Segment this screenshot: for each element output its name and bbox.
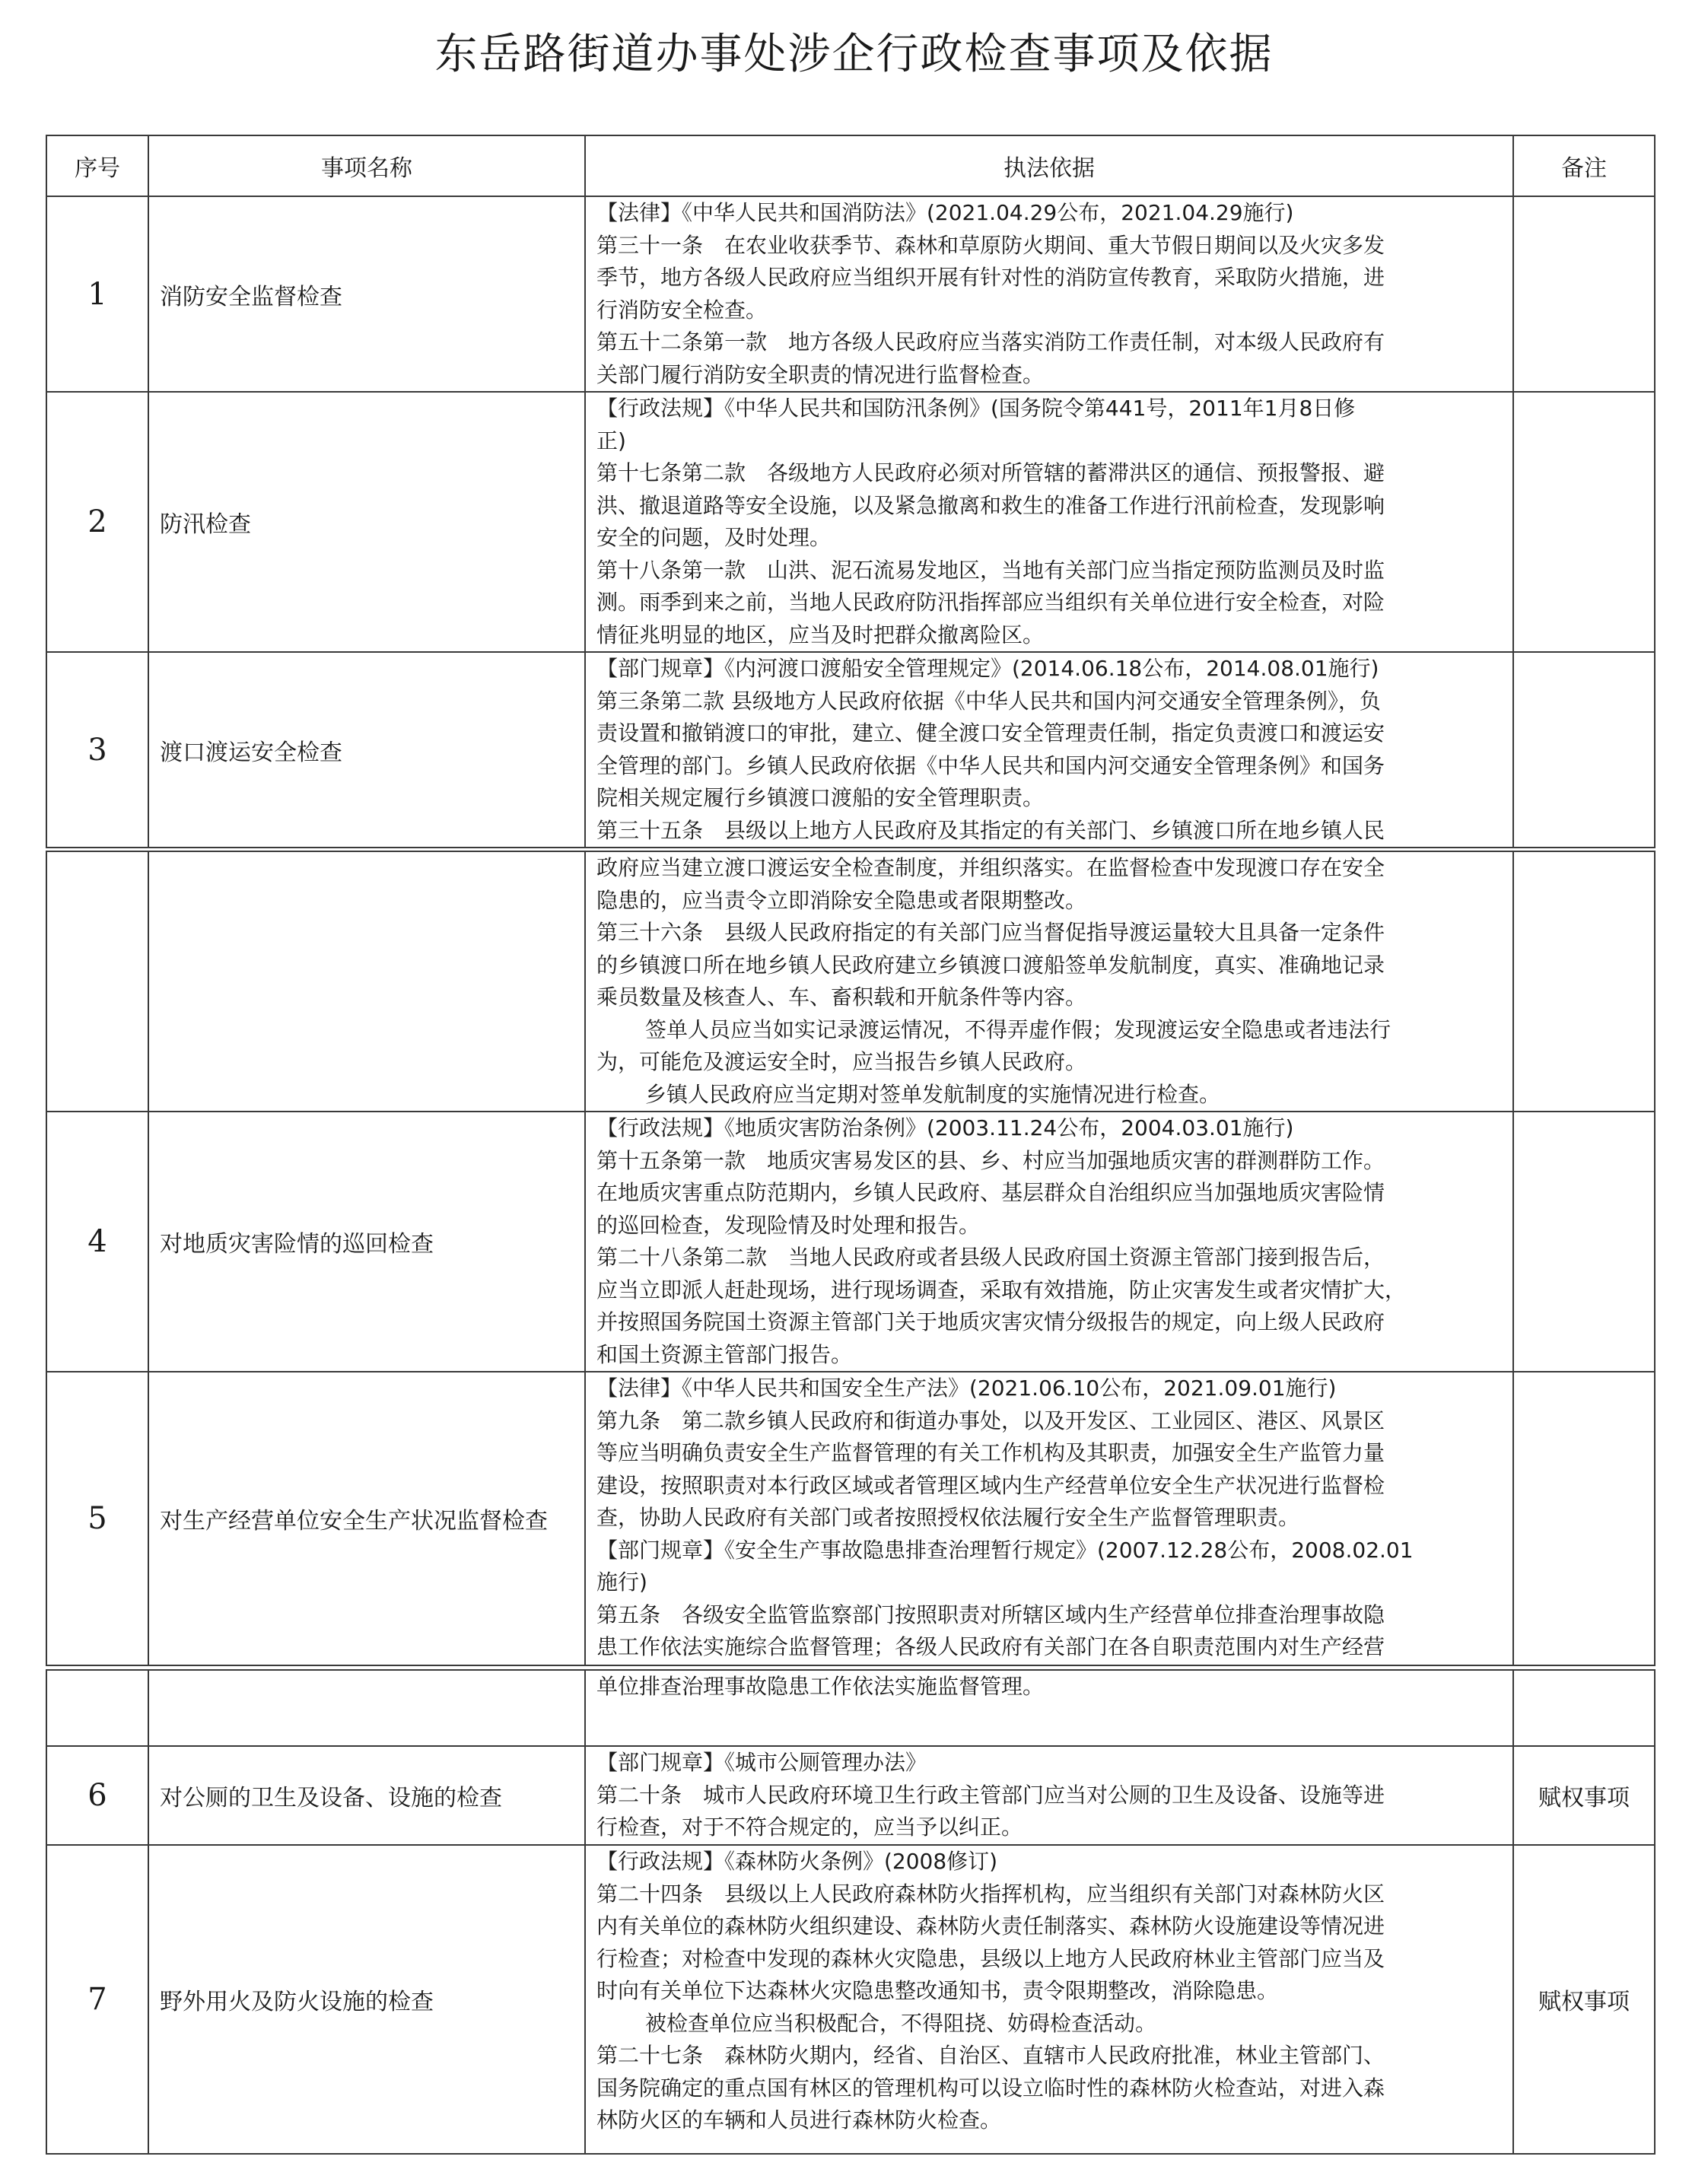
basis-line: 【行政法规】《中华人民共和国防汛条例》(国务院令第441号，2011年1月8日修: [596, 396, 1356, 421]
table-row: [46, 1112, 1655, 1372]
basis-line: 应当立即派人赶赴现场，进行现场调查，采取有效措施，防止灾害发生或者灾情扩大，: [596, 1277, 1407, 1302]
table-row: [46, 652, 1655, 848]
row-name: 防汛检查: [148, 392, 585, 652]
basis-line: 隐患的，应当责令立即消除安全隐患或者限期整改。: [596, 887, 1087, 913]
basis-line: 查，协助人民政府有关部门或者按照授权依法履行安全生产监督管理职责。: [596, 1505, 1300, 1530]
basis-line: 第三十五条 县级以上地方人民政府及其指定的有关部门、乡镇渡口所在地乡镇人民: [596, 817, 1385, 843]
basis-line: 被检查单位应当积极配合，不得阻挠、妨碍检查活动。: [645, 2010, 1157, 2036]
inspection-table: [46, 1669, 1656, 2155]
basis-line: 第十五条第一款 地质灾害易发区的县、乡、村应当加强地质灾害的群测群防工作。: [596, 1147, 1385, 1173]
basis-line: 施行): [596, 1570, 647, 1595]
basis-line: 林防火区的车辆和人员进行森林防火检查。: [596, 2107, 1002, 2133]
row-no: 5: [46, 1372, 148, 1665]
header-note: 备注: [1513, 135, 1655, 196]
row-note: [1513, 1112, 1655, 1372]
basis-line: 行消防安全检查。: [596, 297, 768, 323]
basis-line: 【部门规章】《内河渡口渡船安全管理规定》(2014.06.18公布，2014.08.01施行): [596, 656, 1379, 681]
table-row: [46, 392, 1655, 652]
row-name: 对地质灾害险情的巡回检查: [148, 1112, 585, 1372]
basis-line: 第十八条第一款 山洪、泥石流易发地区，当地有关部门应当指定预防监测员及时监: [596, 557, 1385, 583]
table-row: [46, 1746, 1655, 1845]
basis-line: 【部门规章】《城市公厕管理办法》: [596, 1750, 927, 1775]
table-row: [46, 1845, 1655, 2154]
row-basis: [585, 1112, 1513, 1372]
basis-line: 情征兆明显的地区，应当及时把群众撤离险区。: [596, 622, 1045, 647]
table-header-row: [46, 135, 1655, 196]
basis-line: 和国土资源主管部门报告。: [596, 1341, 853, 1367]
basis-line: 【部门规章】《安全生产事故隐患排查治理暂行规定》(2007.12.28公布，2008.02.01: [596, 1537, 1414, 1563]
basis-line: 测。雨季到来之前，当地人民政府防汛指挥部应当组织有关单位进行安全检查，对险: [596, 590, 1385, 615]
row-name: 野外用火及防火设施的检查: [148, 1845, 585, 2154]
basis-line: 第九条 第二款乡镇人民政府和街道办事处，以及开发区、工业园区、港区、风景区: [596, 1407, 1385, 1433]
row-name: 对生产经营单位安全生产状况监督检查: [148, 1372, 585, 1665]
row-name: 对公厕的卫生及设备、设施的检查: [148, 1746, 585, 1845]
basis-line: 国务院确定的重点国有林区的管理机构可以设立临时性的森林防火检查站，对进入森: [596, 2075, 1385, 2101]
row-basis: [585, 1845, 1513, 2154]
header-name: 事项名称: [148, 135, 585, 196]
basis-line: 并按照国务院国土资源主管部门关于地质灾害灾情分级报告的规定，向上级人民政府: [596, 1309, 1385, 1334]
basis-line: 第五条 各级安全监管监察部门按照职责对所辖区域内生产经营单位排查治理事故隐: [596, 1601, 1385, 1627]
basis-line: 第三十六条 县级人民政府指定的有关部门应当督促指导渡运量较大且具备一定条件: [596, 920, 1385, 945]
basis-line: 洪、撤退道路等安全设施，以及紧急撤离和救生的准备工作进行汛前检查，发现影响: [596, 492, 1385, 518]
basis-line: 乡镇人民政府应当定期对签单发航制度的实施情况进行检查。: [645, 1081, 1221, 1107]
row-note: [1513, 652, 1655, 848]
row-no: 6: [46, 1746, 148, 1845]
row-basis: [585, 1670, 1513, 1746]
basis-line: 行检查，对于不符合规定的，应当予以纠正。: [596, 1815, 1023, 1840]
row-name-empty: [148, 1670, 585, 1746]
row-no-empty: [46, 1670, 148, 1746]
row-name: 渡口渡运安全检查: [148, 652, 585, 848]
row-basis: [585, 392, 1513, 652]
basis-line: 第二十条 城市人民政府环境卫生行政主管部门应当对公厕的卫生及设备、设施等进: [596, 1782, 1385, 1808]
basis-line: 时向有关单位下达森林火灾隐患整改通知书，责令限期整改，消除隐患。: [596, 1978, 1279, 2003]
basis-line: 内有关单位的森林防火组织建设、森林防火责任制落实、森林防火设施建设等情况进: [596, 1913, 1385, 1939]
table-segment-2: [46, 851, 1654, 1665]
row-no: 1: [46, 196, 148, 392]
basis-line: 行检查；对检查中发现的森林火灾隐患，县级以上地方人民政府林业主管部门应当及: [596, 1945, 1385, 1971]
basis-line: 第十七条第二款 各级地方人民政府必须对所管辖的蓄滞洪区的通信、预报警报、避: [596, 460, 1385, 485]
basis-line: 正): [596, 428, 626, 453]
basis-line: 乘员数量及核查人、车、畜积载和开航条件等内容。: [596, 984, 1087, 1010]
basis-line: 的巡回检查，发现险情及时处理和报告。: [596, 1212, 981, 1238]
basis-line: 第三十一条 在农业收获季节、森林和草原防火期间、重大节假日期间以及火灾多发: [596, 232, 1385, 258]
basis-line: 【行政法规】《森林防火条例》(2008修订): [596, 1849, 998, 1874]
basis-line: 第三条第二款 县级地方人民政府依据《中华人民共和国内河交通安全管理条例》，负: [596, 688, 1381, 714]
row-note: [1513, 392, 1655, 652]
row-note: 赋权事项: [1513, 1845, 1655, 2154]
basis-line: 责设置和撤销渡口的审批，建立、健全渡口安全管理责任制，指定负责渡口和渡运安: [596, 720, 1385, 746]
table-row-continued: [46, 851, 1655, 1112]
basis-line: 第二十八条第二款 当地人民政府或者县级人民政府国土资源主管部门接到报告后，: [596, 1245, 1385, 1270]
basis-line: 【行政法规】《地质灾害防治条例》(2003.11.24公布，2004.03.01施行): [596, 1115, 1294, 1140]
basis-line: 政府应当建立渡口渡运安全检查制度，并组织落实。在监督检查中发现渡口存在安全: [596, 855, 1385, 880]
row-no: 7: [46, 1845, 148, 2154]
row-note-empty: [1513, 1670, 1655, 1746]
basis-line: 全管理的部门。乡镇人民政府依据《中华人民共和国内河交通安全管理条例》和国务: [596, 752, 1385, 778]
basis-line: 关部门履行消防安全职责的情况进行监督检查。: [596, 361, 1045, 387]
row-name: 消防安全监督检查: [148, 196, 585, 392]
basis-line: 第二十四条 县级以上人民政府森林防火指挥机构，应当组织有关部门对森林防火区: [596, 1881, 1385, 1907]
basis-line: 等应当明确负责安全生产监督管理的有关工作机构及其职责，加强安全生产监管力量: [596, 1440, 1385, 1465]
page-title: 东岳路街道办事处涉企行政检查事项及依据: [434, 30, 1274, 79]
row-note-empty: [1513, 851, 1655, 1112]
basis-line: 【法律】《中华人民共和国安全生产法》(2021.06.10公布，2021.09.01施行): [596, 1376, 1337, 1401]
table-row: [46, 1372, 1655, 1665]
table-segment-3: [46, 1669, 1654, 2154]
inspection-table: [46, 851, 1656, 1666]
basis-line: 单位排查治理事故隐患工作依法实施监督管理。: [596, 1674, 1045, 1699]
basis-line: 院相关规定履行乡镇渡口渡船的安全管理职责。: [596, 785, 1045, 810]
row-basis: [585, 652, 1513, 848]
basis-line: 的乡镇渡口所在地乡镇人民政府建立乡镇渡口渡船签单发航制度，真实、准确地记录: [596, 952, 1385, 978]
basis-line: 第二十七条 森林防火期内，经省、自治区、直辖市人民政府批准，林业主管部门、: [596, 2043, 1385, 2068]
basis-line: 患工作依法实施综合监督管理；各级人民政府有关部门在各自职责范围内对生产经营: [596, 1634, 1385, 1659]
header-basis: 执法依据: [585, 135, 1513, 196]
row-basis: [585, 851, 1513, 1112]
row-no: 4: [46, 1112, 148, 1372]
basis-line: 安全的问题，及时处理。: [596, 525, 832, 550]
row-no: 3: [46, 652, 148, 848]
basis-line: 【法律】《中华人民共和国消防法》(2021.04.29公布，2021.04.29施行): [596, 200, 1294, 225]
basis-line: 季节，地方各级人民政府应当组织开展有针对性的消防宣传教育，采取防火措施，进: [596, 265, 1385, 290]
row-basis: [585, 1746, 1513, 1845]
table-row-continued: [46, 1670, 1655, 1746]
table-segment-1: [46, 135, 1654, 845]
row-note: [1513, 1372, 1655, 1665]
basis-line: 在地质灾害重点防范期内，乡镇人民政府、基层群众自治组织应当加强地质灾害险情: [596, 1180, 1385, 1205]
basis-line: 为，可能危及渡运安全时，应当报告乡镇人民政府。: [596, 1049, 1087, 1074]
basis-line: 第五十二条第一款 地方各级人民政府应当落实消防工作责任制，对本级人民政府有: [596, 329, 1385, 355]
basis-line: 签单人员应当如实记录渡运情况，不得弄虚作假；发现渡运安全隐患或者违法行: [645, 1016, 1392, 1042]
inspection-table: [46, 135, 1656, 848]
row-note: 赋权事项: [1513, 1746, 1655, 1845]
row-note: [1513, 196, 1655, 392]
row-basis: [585, 1372, 1513, 1665]
row-basis: [585, 196, 1513, 392]
basis-line: 建设，按照职责对本行政区域或者管理区域内生产经营单位安全生产状况进行监督检: [596, 1472, 1385, 1498]
row-no: 2: [46, 392, 148, 652]
row-no-empty: [46, 851, 148, 1112]
row-name-empty: [148, 851, 585, 1112]
table-row: [46, 196, 1655, 392]
header-no: 序号: [46, 135, 148, 196]
